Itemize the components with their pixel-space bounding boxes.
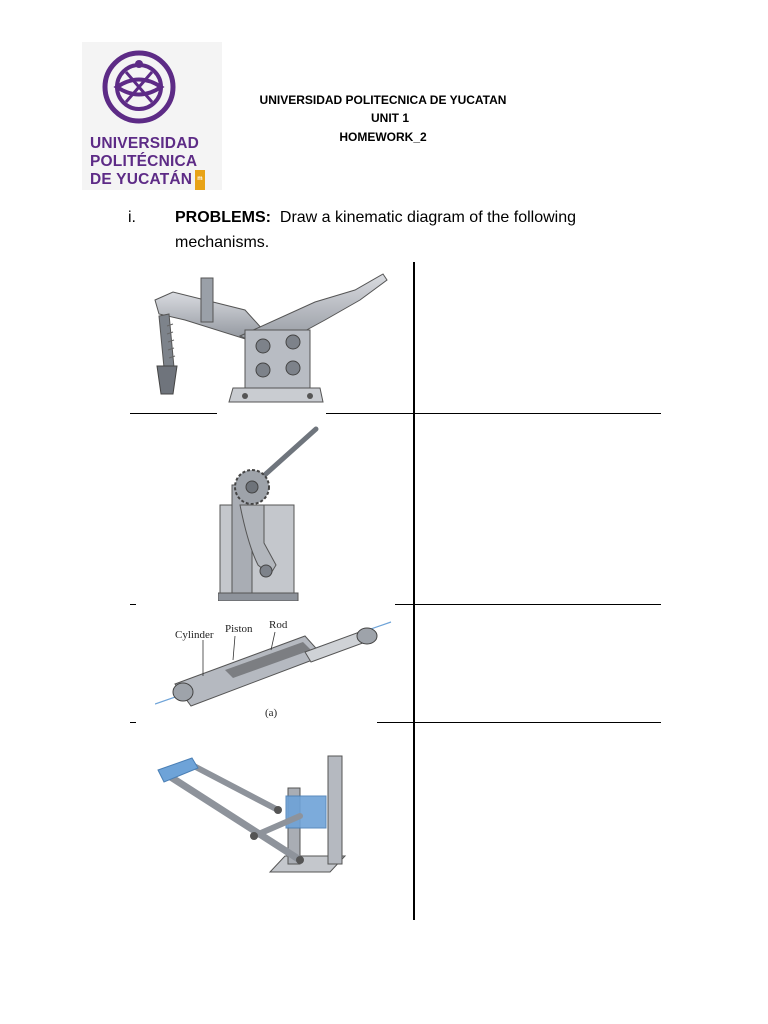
figure-caption: (a) (265, 707, 278, 719)
logo-line-2: POLITÉCNICA (90, 152, 198, 170)
row-divider-3a (130, 722, 136, 723)
table-vertical-divider (413, 262, 415, 920)
logo-line-3: DE YUCATÁN (90, 170, 193, 188)
header-university: UNIVERSIDAD POLITECNICA DE YUCATAN (259, 93, 507, 107)
row-divider-3b (377, 722, 661, 723)
logo-badge: m (195, 170, 205, 190)
rack-press-figure (218, 425, 328, 601)
header-homework: HOMEWORK_2 (339, 130, 427, 144)
label-rod: Rod (269, 619, 288, 631)
hydraulic-cylinder-figure (155, 614, 395, 720)
problem-heading: PROBLEMS: (175, 209, 271, 226)
label-piston: Piston (225, 623, 253, 635)
header-unit: UNIT 1 (370, 111, 409, 125)
row-divider-1b (326, 413, 661, 414)
label-cylinder: Cylinder (175, 629, 214, 641)
linkage-mechanism-figure (150, 752, 350, 882)
problem-text: Draw a kinematic diagram of the following mechanisms. (175, 209, 577, 251)
row-divider-1a (130, 413, 217, 414)
row-divider-2a (130, 604, 136, 605)
row-divider-2b (395, 604, 661, 605)
logo-line-1: UNIVERSIDAD (90, 135, 199, 152)
problem-text-block (175, 205, 595, 255)
toggle-clamp-figure (145, 270, 390, 412)
problem-number: i. (128, 209, 136, 226)
